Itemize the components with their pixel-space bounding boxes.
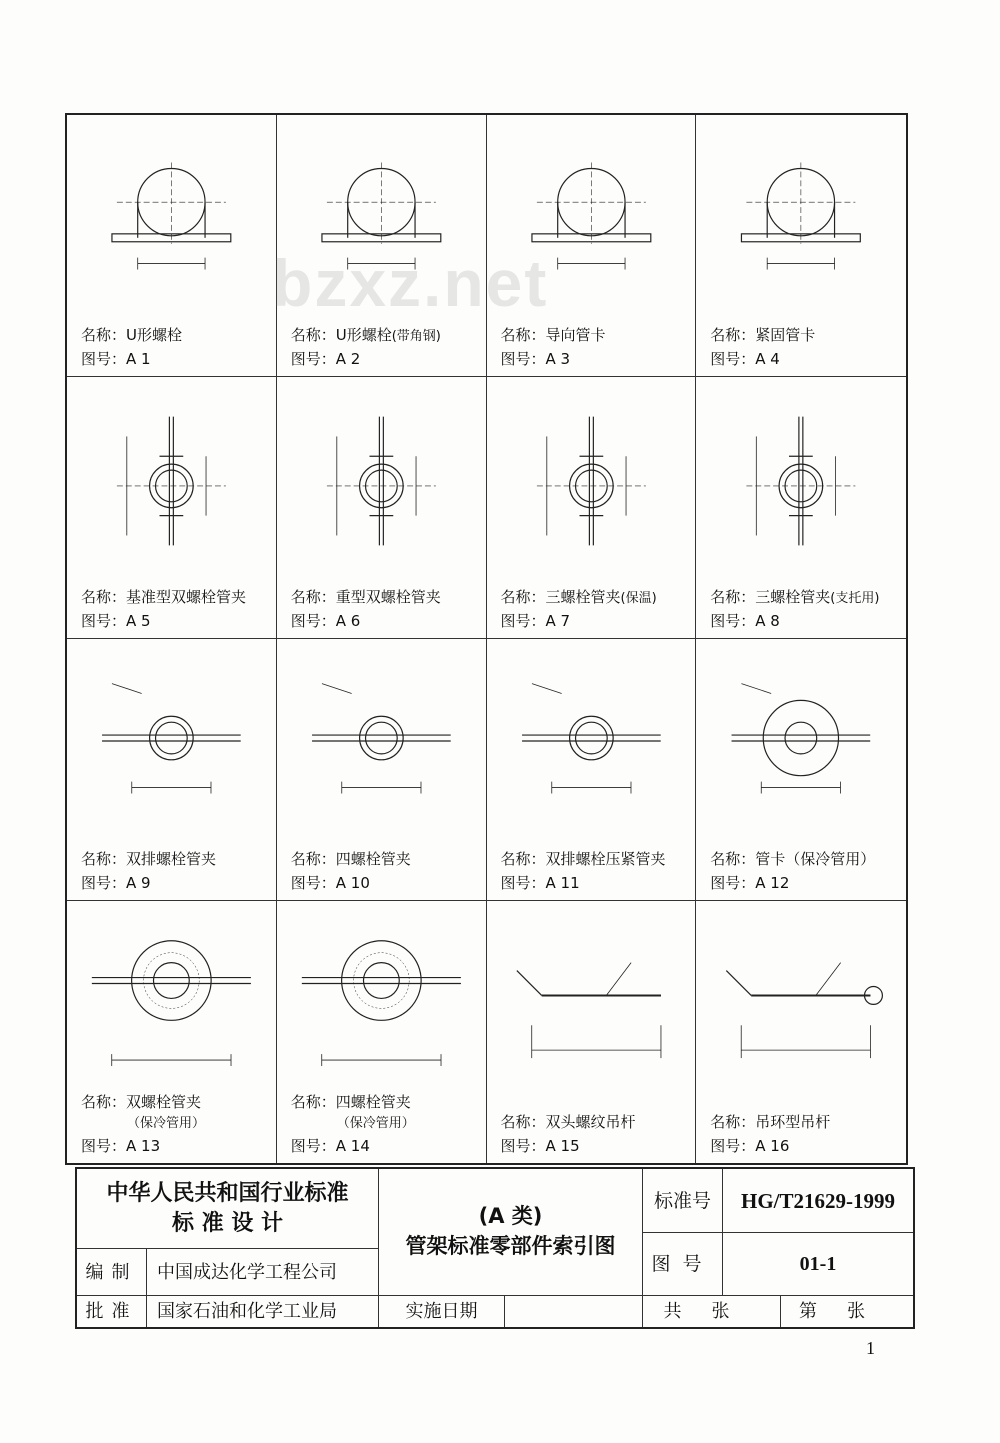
org-line1: 中华人民共和国行业标准	[106, 1181, 349, 1206]
part-name: 名称：四螺栓管夹	[290, 850, 411, 868]
part-name: 名称：导向管卡	[500, 326, 606, 344]
doc-title-cell	[379, 1169, 643, 1296]
part-note: (保温)	[620, 591, 657, 606]
part-note: （保冷管用）	[127, 1116, 206, 1131]
part-name: 名称：双排螺栓管夹	[81, 850, 217, 868]
part-caption	[710, 1111, 902, 1157]
part-code: 图号：A 7	[500, 612, 571, 630]
part-cell	[67, 901, 277, 1163]
part-cell	[487, 377, 697, 639]
doc-line2: 管架标准零部件索引图	[405, 1234, 616, 1258]
index-sheet	[65, 113, 908, 1165]
part-name: 名称：三螺栓管夹(保温)	[500, 588, 657, 606]
part-caption	[291, 586, 482, 632]
part-caption	[81, 586, 272, 632]
part-name: 名称：U形螺栓(带角钢)	[290, 326, 441, 344]
total-sheets: 共张	[643, 1296, 781, 1327]
part-caption	[501, 848, 692, 894]
part-caption	[81, 324, 272, 370]
part-cell	[696, 115, 906, 377]
part-cell	[487, 901, 697, 1163]
part-code: 图号：A 1	[81, 350, 151, 368]
part-name: 名称：重型双螺栓管夹	[290, 588, 441, 606]
part-caption	[291, 1091, 482, 1157]
part-code: 图号：A 5	[81, 612, 151, 630]
part-cell	[277, 901, 487, 1163]
part-drawing	[67, 115, 276, 308]
part-note: (支托用)	[830, 591, 880, 606]
part-caption	[501, 586, 692, 632]
std-label: 标准号	[643, 1169, 723, 1233]
sheet-number: 第张	[799, 1301, 895, 1322]
part-note: (带角钢)	[391, 329, 441, 344]
part-cell	[277, 377, 487, 639]
part-code: 图号：A 10	[290, 874, 370, 892]
part-drawing	[487, 377, 696, 570]
fig-label: 图号	[643, 1233, 723, 1296]
part-name: 名称：基准型双螺栓管夹	[81, 588, 247, 606]
part-drawing	[67, 377, 276, 570]
date-value	[505, 1296, 643, 1327]
part-cell	[696, 639, 906, 901]
part-cell	[696, 901, 906, 1163]
part-name: 名称：U形螺栓	[81, 326, 182, 344]
part-name: 名称：管卡（保冷管用）	[710, 850, 876, 868]
part-caption	[81, 848, 272, 894]
part-code: 图号：A 9	[81, 874, 151, 892]
part-code: 图号：A 4	[710, 350, 780, 368]
date-label: 实施日期	[379, 1296, 505, 1327]
title-block	[75, 1167, 915, 1329]
part-caption	[291, 324, 482, 370]
watermark: bzxz.net	[272, 246, 549, 320]
part-caption	[81, 1091, 272, 1157]
part-drawing	[696, 901, 906, 1095]
part-cell	[277, 639, 487, 901]
part-drawing	[67, 901, 276, 1095]
editor-label: 编制	[77, 1249, 147, 1296]
part-drawing	[696, 377, 906, 570]
part-cell	[67, 115, 277, 377]
part-code: 图号：A 14	[290, 1137, 370, 1155]
fig-value: 01-1	[723, 1233, 913, 1296]
page-number: 1	[866, 1338, 875, 1358]
part-name: 名称：双螺栓管夹	[81, 1093, 202, 1111]
part-code: 图号：A 8	[710, 612, 780, 630]
part-code: 图号：A 2	[290, 350, 361, 368]
doc-line1: (A 类)	[478, 1204, 543, 1228]
part-drawing	[696, 639, 906, 832]
std-value: HG/T21629-1999	[723, 1169, 913, 1233]
part-name: 名称：双排螺栓压紧管夹	[500, 850, 666, 868]
part-name: 名称：三螺栓管夹(支托用)	[710, 588, 880, 606]
part-caption	[710, 848, 902, 894]
approver-label: 批准	[77, 1296, 147, 1327]
part-code: 图号：A 15	[500, 1137, 580, 1155]
part-drawing	[487, 639, 696, 832]
part-cell	[67, 639, 277, 901]
part-note: （保冷管用）	[336, 1116, 415, 1131]
part-code: 图号：A 3	[500, 350, 571, 368]
part-drawing	[67, 639, 276, 832]
part-caption	[710, 324, 902, 370]
part-code: 图号：A 13	[81, 1137, 161, 1155]
part-caption	[710, 586, 902, 632]
approver-value: 国家石油和化学工业局	[147, 1296, 379, 1327]
part-drawing	[696, 115, 906, 308]
part-caption	[501, 1111, 692, 1157]
part-code: 图号：A 11	[500, 874, 580, 892]
part-caption	[501, 324, 692, 370]
part-code: 图号：A 6	[290, 612, 361, 630]
org-line2: 标 准 设 计	[172, 1211, 283, 1236]
part-drawing	[487, 901, 696, 1095]
part-name: 名称：双头螺纹吊杆	[500, 1113, 636, 1131]
part-name: 名称：紧固管卡	[710, 326, 816, 344]
part-drawing	[277, 377, 486, 570]
part-name: 名称：吊环型吊杆	[710, 1113, 831, 1131]
part-drawing	[277, 639, 486, 832]
part-code: 图号：A 16	[710, 1137, 790, 1155]
part-code: 图号：A 12	[710, 874, 790, 892]
part-cell	[487, 639, 697, 901]
part-name: 名称：四螺栓管夹	[290, 1093, 411, 1111]
part-cell	[696, 377, 906, 639]
part-drawing	[277, 901, 486, 1095]
editor-value: 中国成达化学工程公司	[147, 1249, 379, 1296]
org-cell	[77, 1169, 379, 1249]
part-cell	[67, 377, 277, 639]
part-caption	[291, 848, 482, 894]
